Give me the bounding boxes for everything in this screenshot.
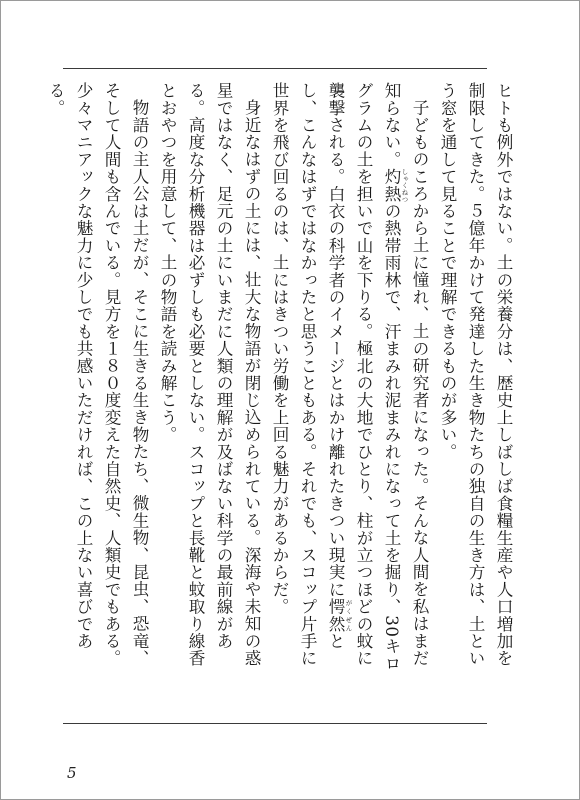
paragraph-2-part-a: 子どものころから土に憧れ、土の研究者になった。そんな人間を私はまだ知らない。 <box>382 82 429 667</box>
paragraph-1: ヒトも例外ではない。土の栄養分は、歴史上しばしば食糧生産や人口増加を制限してきた。５億年かけて発達した生き物たちの独自の生き方は、土という窓を通して見ることで理解できるものが多い。 <box>438 82 513 667</box>
ruby-gakuzen: 愕然 がくぜん <box>326 598 353 633</box>
paragraph-3: 身近なはずの土には、壮大な物語が閉じ込められている。深海や未知の惑星ではなく、足元の土にいまだに人類の理解が及ばない科学の最前線がある。高度な分析機器は必ずしも必要としない。スコップと長靴と蚊取り線香とおやつを用意して、土の物語を読み解こう。 <box>158 82 261 667</box>
top-rule <box>63 68 487 69</box>
bottom-rule <box>63 723 487 724</box>
paragraph-2-part-c: の熱帯雨林で、汗まみれ泥まみれになって土を掘り、30キログラムの土を担いで山を下りる。極北の大地でひとり、柱が立つほどの蚊に襲撃される。白衣の科学者のイメージとはかけ離れたきつい現実に <box>326 82 401 672</box>
paragraph-2 <box>265 82 433 682</box>
body-text <box>0 82 517 682</box>
ruby-shakunetsu: 灼熱 しゃくねつ <box>382 168 409 203</box>
paragraph-4: 物語の主人公は土だが、そこに生きる生き物たち、微生物、昆虫、恐竜、そして人間も含んでいる。見方を１８０度変えた自然史、人類史でもある。少々マニアックな魅力に少しでも共感いただければ、この上ない喜びである。 <box>46 82 149 667</box>
paragraph-2-part-e: とし、こんなはずではなかったと思うこともある。それでも、スコップ片手に世界を飛び回るのは、土にはきつい労働を上回る魅力があるからだ。 <box>270 82 345 667</box>
page-number: 5 <box>67 764 77 782</box>
